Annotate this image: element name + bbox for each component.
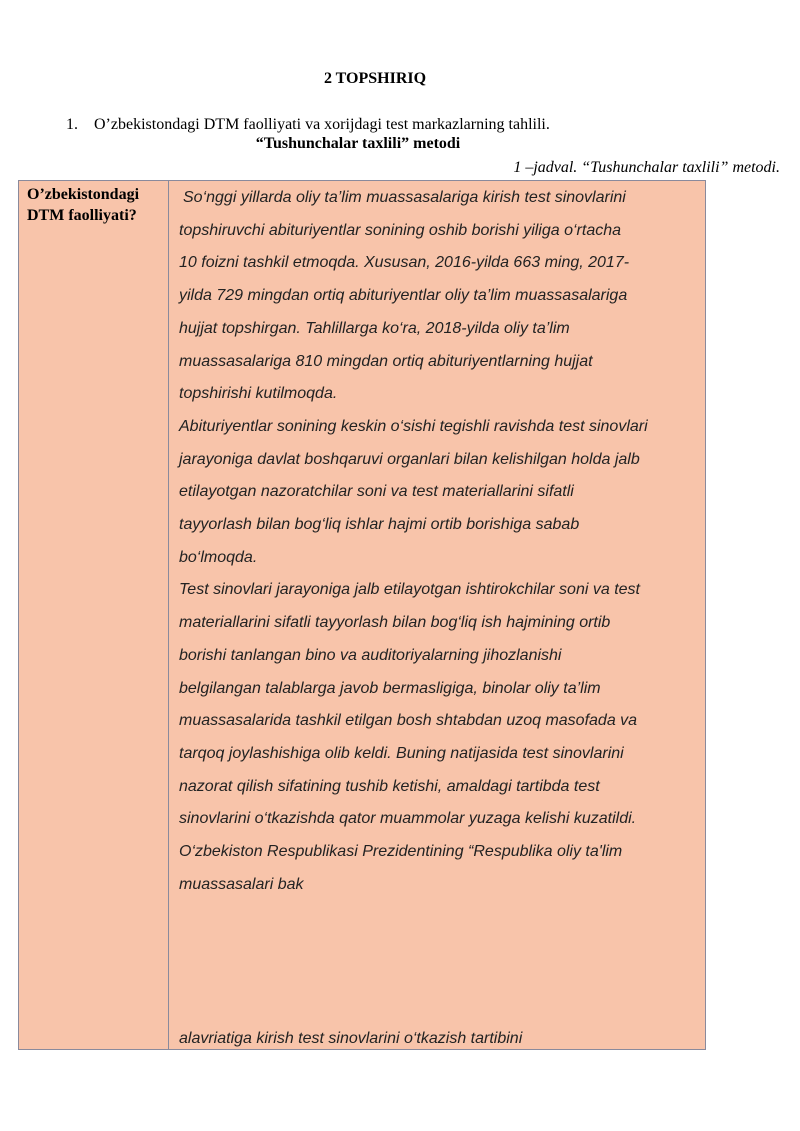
content-line: muassasalari bak	[179, 875, 304, 893]
content-line: hujjat topshirgan. Tahlillarga ko‘ra, 2018-yilda oliy ta’lim	[179, 319, 570, 337]
table-left-header-cell	[19, 181, 169, 1049]
content-line: tayyorlash bilan bog‘liq ishlar hajmi ortib borishiga sabab	[179, 516, 580, 534]
content-line: Test sinovlari jarayoniga jalb etilayotgan ishtirokchilar soni va test	[179, 581, 640, 599]
list-item-number: 1.	[66, 116, 78, 133]
content-line: topshirishi kutilmoqda.	[179, 385, 338, 403]
method-title: “Tushunchalar taxlili” metodi	[255, 135, 461, 152]
content-line: 10 foizni tashkil etmoqda. Xususan, 2016-yilda 663 ming, 2017-	[179, 254, 630, 272]
content-line: borishi tanlangan bino va auditoriyalarning jihozlanishi	[179, 646, 562, 664]
content-line: So‘nggi yillarda oliy ta’lim muassasalariga kirish test sinovlarini	[183, 189, 626, 206]
content-line: Abituriyentlar sonining keskin o‘sishi tegishli ravishda test sinovlari	[179, 417, 648, 435]
content-line: O‘zbekiston Respublikasi Prezidentining “Respublika oliy ta'lim	[179, 843, 623, 861]
content-line: belgilangan talablarga javob bermasligiga, binolar oliy ta’lim	[179, 679, 601, 697]
content-line: muassasalariga 810 mingdan ortiq abituriyentlarning hujjat	[179, 352, 593, 370]
content-bottom-line: alavriatiga kirish test sinovlarini o‘tkazish tartibini	[179, 1030, 523, 1047]
content-line: topshiruvchi abituriyentlar sonining oshib borishi yiliga o‘rtacha	[179, 221, 622, 239]
content-line: sinovlarini o‘tkazishda qator muammolar yuzaga kelishi kuzatildi.	[179, 810, 637, 828]
list-item	[66, 116, 550, 134]
content-line: yilda 729 mingdan ortiq abituriyentlar oliy ta’lim muassasalariga	[179, 287, 628, 305]
content-line: etilayotgan nazoratchilar soni va test materiallarini sifatli	[179, 483, 574, 501]
left-header-line-2: DTM faolliyati?	[27, 207, 137, 224]
content-line: nazorat qilish sifatining tushib ketishi, amaldagi tartibda test	[179, 777, 600, 795]
table-caption: 1 –jadval. “Tushunchalar taxlili” metodi.	[513, 159, 780, 176]
left-header-line-1: O’zbekistondagi	[27, 186, 140, 203]
content-line: materiallarini sifatli tayyorlash bilan bog‘liq ish hajmining ortib	[179, 614, 611, 632]
concept-analysis-table	[18, 180, 706, 1050]
content-line: muassasalarida tashkil etilgan bosh shtabdan uzoq masofada va	[179, 712, 638, 730]
content-paragraph	[179, 181, 705, 901]
content-line: jarayoniga davlat boshqaruvi organlari bilan kelishilgan holda jalb	[179, 450, 640, 468]
page-heading: 2 TOPSHIRIQ	[323, 70, 427, 87]
content-line: bo‘lmoqda.	[179, 548, 258, 566]
table-content-cell	[169, 181, 705, 1049]
content-line: tarqoq joylashishiga olib keldi. Buning natijasida test sinovlarini	[179, 744, 624, 762]
list-item-text: O’zbekistondagi DTM faolliyati va xorijdagi test markazlarning tahlili.	[94, 116, 550, 133]
